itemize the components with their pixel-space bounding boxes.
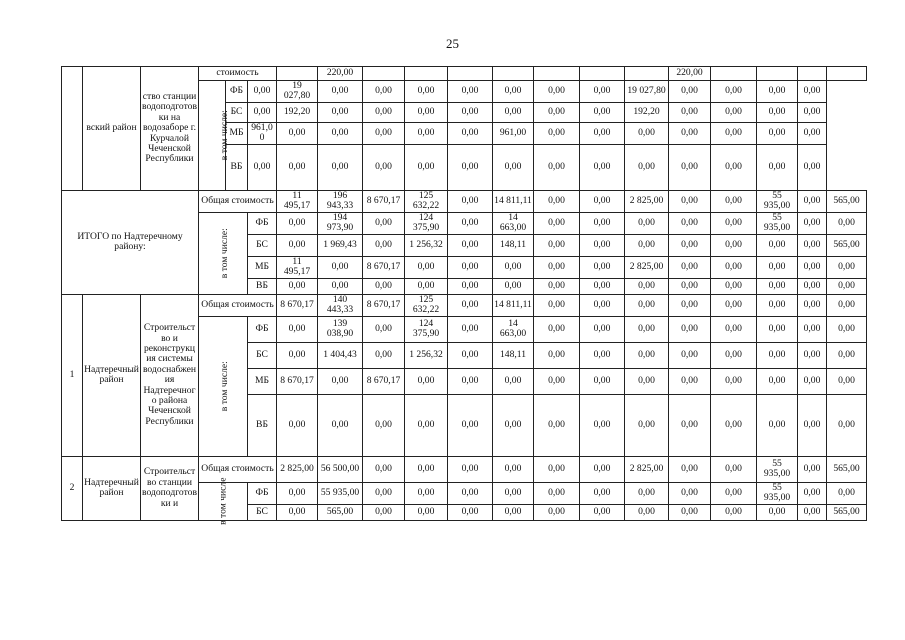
value-cell: 0,00 — [493, 394, 534, 456]
value-cell: 2 825,00 — [625, 190, 669, 212]
value-cell: 0,00 — [798, 102, 827, 122]
value-cell: 0,00 — [711, 342, 757, 368]
value-cell: 0,00 — [711, 234, 757, 256]
value-cell: 0,00 — [711, 81, 757, 103]
value-cell: 0,00 — [405, 456, 448, 482]
value-cell: 2 825,00 — [277, 456, 318, 482]
value-cell: 0,00 — [798, 504, 827, 520]
value-cell: 0,00 — [669, 482, 711, 504]
value-cell: 0,00 — [757, 394, 798, 456]
value-cell: 0,00 — [625, 122, 669, 144]
fund-label: БС — [226, 102, 248, 122]
district-cell: вский район — [83, 67, 141, 191]
value-cell: 565,00 — [827, 234, 867, 256]
value-cell: 0,00 — [580, 482, 625, 504]
value-cell: 0,00 — [318, 102, 363, 122]
value-cell: 124 375,90 — [405, 212, 448, 234]
value-cell: 0,00 — [363, 81, 405, 103]
value-cell: 0,00 — [711, 394, 757, 456]
value-cell: 0,00 — [757, 342, 798, 368]
value-cell: 0,00 — [534, 316, 580, 342]
value-cell — [580, 67, 625, 81]
value-cell: 565,00 — [827, 456, 867, 482]
value-cell: 1 256,32 — [405, 342, 448, 368]
value-cell: 124 375,90 — [405, 316, 448, 342]
value-cell: 0,00 — [248, 144, 277, 190]
value-cell: 8 670,17 — [277, 368, 318, 394]
fund-label: БС — [248, 504, 277, 520]
value-cell — [711, 67, 757, 81]
num-cell — [62, 67, 83, 191]
value-cell: 0,00 — [827, 294, 867, 316]
value-cell: 0,00 — [534, 102, 580, 122]
value-cell: 140 443,33 — [318, 294, 363, 316]
value-cell — [534, 67, 580, 81]
value-cell: 0,00 — [448, 482, 493, 504]
value-cell: 0,00 — [580, 81, 625, 103]
value-cell: 0,00 — [757, 368, 798, 394]
value-cell: 0,00 — [757, 122, 798, 144]
value-cell: 0,00 — [827, 394, 867, 456]
value-cell: 192,20 — [625, 102, 669, 122]
value-cell: 0,00 — [798, 278, 827, 294]
fund-label: ФБ — [248, 316, 277, 342]
value-cell: 0,00 — [711, 256, 757, 278]
fund-label: ФБ — [248, 482, 277, 504]
value-cell: 8 670,17 — [363, 256, 405, 278]
value-cell: 0,00 — [493, 368, 534, 394]
value-cell: 0,00 — [757, 316, 798, 342]
object-cell: Строительство и реконструкция системы водоснабжения Надтеречного района Чеченской Республики — [141, 294, 199, 456]
value-cell: 0,00 — [625, 278, 669, 294]
value-cell: 148,11 — [493, 234, 534, 256]
v-tom-chisle — [199, 212, 248, 294]
value-cell: 0,00 — [711, 316, 757, 342]
value-cell: 0,00 — [757, 81, 798, 103]
value-cell: 0,00 — [580, 504, 625, 520]
value-cell: 0,00 — [534, 190, 580, 212]
value-cell: 0,00 — [534, 342, 580, 368]
value-cell: 0,00 — [757, 102, 798, 122]
value-cell: 0,00 — [669, 256, 711, 278]
value-cell: 0,00 — [493, 102, 534, 122]
value-cell: 0,00 — [798, 122, 827, 144]
value-cell: 0,00 — [625, 342, 669, 368]
num-cell: 1 — [62, 294, 83, 456]
value-cell: 125 632,22 — [405, 190, 448, 212]
value-cell: 0,00 — [580, 456, 625, 482]
value-cell: 0,00 — [493, 504, 534, 520]
value-cell: 0,00 — [711, 212, 757, 234]
value-cell: 0,00 — [493, 456, 534, 482]
value-cell: 0,00 — [318, 122, 363, 144]
value-cell: 220,00 — [318, 67, 363, 81]
value-cell: 0,00 — [757, 504, 798, 520]
value-cell — [493, 67, 534, 81]
value-cell: 0,00 — [248, 81, 277, 103]
value-cell: 0,00 — [405, 368, 448, 394]
value-cell: 0,00 — [363, 234, 405, 256]
value-cell: 0,00 — [580, 102, 625, 122]
value-cell: 0,00 — [580, 256, 625, 278]
value-cell: 0,00 — [798, 190, 827, 212]
value-cell: 0,00 — [534, 504, 580, 520]
value-cell: 0,00 — [534, 256, 580, 278]
value-cell: 0,00 — [711, 482, 757, 504]
page-number: 25 — [446, 36, 459, 51]
value-cell: 0,00 — [363, 144, 405, 190]
value-cell: 56 500,00 — [318, 456, 363, 482]
value-cell: 0,00 — [277, 504, 318, 520]
value-cell: 0,00 — [534, 81, 580, 103]
value-cell: 0,00 — [827, 368, 867, 394]
vertical-label: в том числе: — [218, 228, 230, 279]
value-cell: 961,00 — [493, 122, 534, 144]
value-cell: 0,00 — [534, 234, 580, 256]
value-cell: 0,00 — [493, 256, 534, 278]
value-cell: 0,00 — [711, 278, 757, 294]
value-cell: 0,00 — [669, 122, 711, 144]
value-cell: 2 825,00 — [625, 256, 669, 278]
value-cell: 0,00 — [534, 456, 580, 482]
value-cell: 0,00 — [669, 456, 711, 482]
value-cell: 14 663,00 — [493, 212, 534, 234]
value-cell: 0,00 — [625, 144, 669, 190]
value-cell: 0,00 — [669, 342, 711, 368]
value-cell: 0,00 — [534, 144, 580, 190]
value-cell: 0,00 — [405, 504, 448, 520]
v-tom-chisle — [199, 316, 248, 456]
value-cell: 0,00 — [669, 316, 711, 342]
value-cell: 8 670,17 — [363, 294, 405, 316]
value-cell — [625, 67, 669, 81]
value-cell: 0,00 — [580, 144, 625, 190]
value-cell: 0,00 — [448, 394, 493, 456]
value-cell: 0,00 — [448, 504, 493, 520]
value-cell: 0,00 — [363, 102, 405, 122]
value-cell: 0,00 — [798, 316, 827, 342]
value-cell: 0,00 — [405, 482, 448, 504]
value-cell: 0,00 — [448, 81, 493, 103]
value-cell: 0,00 — [757, 144, 798, 190]
value-cell: 0,00 — [277, 122, 318, 144]
value-cell: 0,00 — [798, 144, 827, 190]
value-cell: 0,00 — [827, 342, 867, 368]
value-cell — [277, 67, 318, 81]
value-cell: 961,00 — [248, 122, 277, 144]
value-cell: 0,00 — [711, 122, 757, 144]
value-cell: 0,00 — [798, 256, 827, 278]
value-cell: 0,00 — [363, 342, 405, 368]
value-cell: 0,00 — [277, 212, 318, 234]
value-cell: 196 943,33 — [318, 190, 363, 212]
value-cell: 0,00 — [711, 144, 757, 190]
value-cell: 0,00 — [757, 278, 798, 294]
value-cell: 0,00 — [798, 482, 827, 504]
value-cell: 0,00 — [669, 278, 711, 294]
value-cell: 0,00 — [318, 144, 363, 190]
value-cell: 0,00 — [625, 212, 669, 234]
vertical-label: в том числе: — [218, 361, 230, 412]
fund-label: МБ — [226, 122, 248, 144]
value-cell: 0,00 — [277, 144, 318, 190]
value-cell: 0,00 — [798, 234, 827, 256]
value-cell: 0,00 — [405, 144, 448, 190]
value-cell: 0,00 — [580, 190, 625, 212]
value-cell: 565,00 — [318, 504, 363, 520]
value-cell: 8 670,17 — [363, 190, 405, 212]
value-cell: 0,00 — [363, 504, 405, 520]
value-cell: 14 811,11 — [493, 294, 534, 316]
value-cell: 0,00 — [827, 278, 867, 294]
value-cell: 139 038,90 — [318, 316, 363, 342]
value-cell: 0,00 — [711, 504, 757, 520]
value-cell: 0,00 — [493, 278, 534, 294]
value-cell: 0,00 — [669, 504, 711, 520]
total-label: Общая стоимость — [199, 294, 277, 316]
value-cell: 0,00 — [669, 212, 711, 234]
value-cell: 55 935,00 — [757, 456, 798, 482]
value-cell: 0,00 — [827, 316, 867, 342]
value-cell: 0,00 — [711, 368, 757, 394]
fund-label: ВБ — [248, 278, 277, 294]
district-cell: Надтеречный район — [83, 294, 141, 456]
value-cell: 0,00 — [318, 81, 363, 103]
value-cell: 0,00 — [493, 144, 534, 190]
fund-label: МБ — [248, 368, 277, 394]
value-cell: 0,00 — [363, 212, 405, 234]
value-cell: 0,00 — [534, 122, 580, 144]
value-cell: 148,11 — [493, 342, 534, 368]
value-cell: 0,00 — [669, 102, 711, 122]
value-cell: 0,00 — [827, 212, 867, 234]
value-cell: 565,00 — [827, 190, 867, 212]
value-cell: 0,00 — [405, 81, 448, 103]
value-cell: 0,00 — [277, 316, 318, 342]
value-cell — [363, 67, 405, 81]
value-cell: 0,00 — [405, 394, 448, 456]
value-cell: 0,00 — [448, 144, 493, 190]
value-cell: 8 670,17 — [363, 368, 405, 394]
value-cell: 0,00 — [711, 102, 757, 122]
value-cell: 0,00 — [798, 456, 827, 482]
value-cell: 0,00 — [534, 278, 580, 294]
value-cell: 0,00 — [625, 368, 669, 394]
vertical-label: в том числе — [217, 477, 229, 525]
value-cell: 0,00 — [534, 482, 580, 504]
v-tom-chisle — [199, 81, 230, 191]
value-cell: 1 969,43 — [318, 234, 363, 256]
value-cell: 220,00 — [669, 67, 711, 81]
value-cell: 0,00 — [534, 212, 580, 234]
value-cell: 0,00 — [363, 122, 405, 144]
value-cell: 0,00 — [277, 394, 318, 456]
value-cell: 0,00 — [798, 368, 827, 394]
value-cell: 192,20 — [277, 102, 318, 122]
value-cell: 0,00 — [669, 81, 711, 103]
value-cell: 0,00 — [580, 278, 625, 294]
object-cell: ство станции водоподготовки на водозаборе г. Курчалой Чеченской Республики — [141, 67, 199, 191]
value-cell: 0,00 — [363, 278, 405, 294]
itogo-title: ИТОГО по Надтеречному району: — [62, 190, 199, 294]
value-cell: 0,00 — [580, 394, 625, 456]
value-cell: 0,00 — [580, 316, 625, 342]
value-cell: 0,00 — [711, 190, 757, 212]
num-cell: 2 — [62, 456, 83, 520]
value-cell: 14 663,00 — [493, 316, 534, 342]
object-cell: Строительство станции водоподготовки и — [141, 456, 199, 520]
value-cell: 0,00 — [318, 278, 363, 294]
v-tom-chisle — [199, 477, 248, 525]
fund-label: ФБ — [248, 212, 277, 234]
value-cell: 0,00 — [580, 342, 625, 368]
value-cell: 0,00 — [669, 394, 711, 456]
value-cell: 0,00 — [669, 190, 711, 212]
budget-table — [61, 66, 867, 525]
value-cell: 0,00 — [448, 102, 493, 122]
value-cell: 19 027,80 — [277, 81, 318, 103]
value-cell: 0,00 — [625, 294, 669, 316]
value-cell: 1 256,32 — [405, 234, 448, 256]
value-cell: 0,00 — [798, 394, 827, 456]
value-cell: 0,00 — [625, 394, 669, 456]
value-cell: 19 027,80 — [625, 81, 669, 103]
value-cell: 0,00 — [757, 234, 798, 256]
value-cell: 0,00 — [248, 102, 277, 122]
total-label: стоимость — [199, 67, 277, 81]
district-cell: Надтеречный район — [83, 456, 141, 520]
value-cell: 125 632,22 — [405, 294, 448, 316]
value-cell: 0,00 — [669, 294, 711, 316]
value-cell: 0,00 — [625, 482, 669, 504]
value-cell: 0,00 — [405, 256, 448, 278]
value-cell: 0,00 — [669, 234, 711, 256]
value-cell: 0,00 — [448, 190, 493, 212]
value-cell: 0,00 — [363, 394, 405, 456]
value-cell: 2 825,00 — [625, 456, 669, 482]
value-cell: 194 973,90 — [318, 212, 363, 234]
value-cell: 0,00 — [448, 368, 493, 394]
value-cell: 0,00 — [580, 368, 625, 394]
value-cell: 0,00 — [798, 294, 827, 316]
value-cell — [448, 67, 493, 81]
fund-label: ВБ — [226, 144, 248, 190]
value-cell: 11 495,17 — [277, 190, 318, 212]
value-cell: 0,00 — [534, 294, 580, 316]
value-cell: 0,00 — [448, 342, 493, 368]
value-cell: 0,00 — [448, 256, 493, 278]
fund-label: БС — [248, 342, 277, 368]
value-cell: 0,00 — [318, 368, 363, 394]
value-cell: 0,00 — [318, 394, 363, 456]
value-cell: 0,00 — [580, 212, 625, 234]
value-cell: 0,00 — [580, 122, 625, 144]
value-cell: 0,00 — [669, 144, 711, 190]
value-cell: 55 935,00 — [318, 482, 363, 504]
value-cell: 0,00 — [277, 342, 318, 368]
value-cell: 0,00 — [493, 81, 534, 103]
value-cell: 0,00 — [405, 102, 448, 122]
value-cell: 0,00 — [448, 294, 493, 316]
value-cell: 55 935,00 — [757, 190, 798, 212]
value-cell: 0,00 — [277, 278, 318, 294]
value-cell: 1 404,43 — [318, 342, 363, 368]
value-cell: 0,00 — [405, 122, 448, 144]
value-cell: 55 935,00 — [757, 482, 798, 504]
value-cell: 0,00 — [827, 256, 867, 278]
value-cell: 0,00 — [580, 294, 625, 316]
value-cell: 0,00 — [448, 456, 493, 482]
value-cell: 0,00 — [448, 278, 493, 294]
value-cell: 0,00 — [798, 342, 827, 368]
value-cell: 14 811,11 — [493, 190, 534, 212]
value-cell: 0,00 — [363, 316, 405, 342]
value-cell: 11 495,17 — [277, 256, 318, 278]
value-cell: 0,00 — [493, 482, 534, 504]
fund-label: ВБ — [248, 394, 277, 456]
vertical-label: в том числе: — [218, 110, 230, 161]
fund-label: МБ — [248, 256, 277, 278]
value-cell: 0,00 — [625, 234, 669, 256]
value-cell: 8 670,17 — [277, 294, 318, 316]
value-cell: 565,00 — [827, 504, 867, 520]
value-cell: 0,00 — [827, 482, 867, 504]
value-cell: 0,00 — [448, 234, 493, 256]
fund-label: ФБ — [226, 81, 248, 103]
value-cell: 0,00 — [798, 81, 827, 103]
value-cell: 0,00 — [448, 212, 493, 234]
value-cell — [798, 67, 827, 81]
value-cell: 0,00 — [625, 316, 669, 342]
value-cell: 0,00 — [625, 504, 669, 520]
value-cell: 0,00 — [363, 482, 405, 504]
value-cell: 0,00 — [580, 234, 625, 256]
value-cell: 0,00 — [757, 256, 798, 278]
value-cell: 0,00 — [277, 234, 318, 256]
value-cell: 0,00 — [534, 368, 580, 394]
value-cell: 0,00 — [277, 482, 318, 504]
total-label: Общая стоимость — [199, 456, 277, 482]
value-cell: 0,00 — [405, 278, 448, 294]
fund-label: БС — [248, 234, 277, 256]
value-cell: 0,00 — [669, 368, 711, 394]
value-cell: 0,00 — [448, 316, 493, 342]
total-label: Общая стоимость — [199, 190, 277, 212]
value-cell: 55 935,00 — [757, 212, 798, 234]
value-cell — [827, 67, 867, 81]
value-cell: 0,00 — [318, 256, 363, 278]
value-cell: 0,00 — [757, 294, 798, 316]
value-cell: 0,00 — [711, 294, 757, 316]
value-cell: 0,00 — [798, 212, 827, 234]
value-cell: 0,00 — [711, 456, 757, 482]
value-cell: 0,00 — [534, 394, 580, 456]
value-cell: 0,00 — [448, 122, 493, 144]
value-cell — [405, 67, 448, 81]
value-cell: 0,00 — [363, 456, 405, 482]
value-cell — [757, 67, 798, 81]
